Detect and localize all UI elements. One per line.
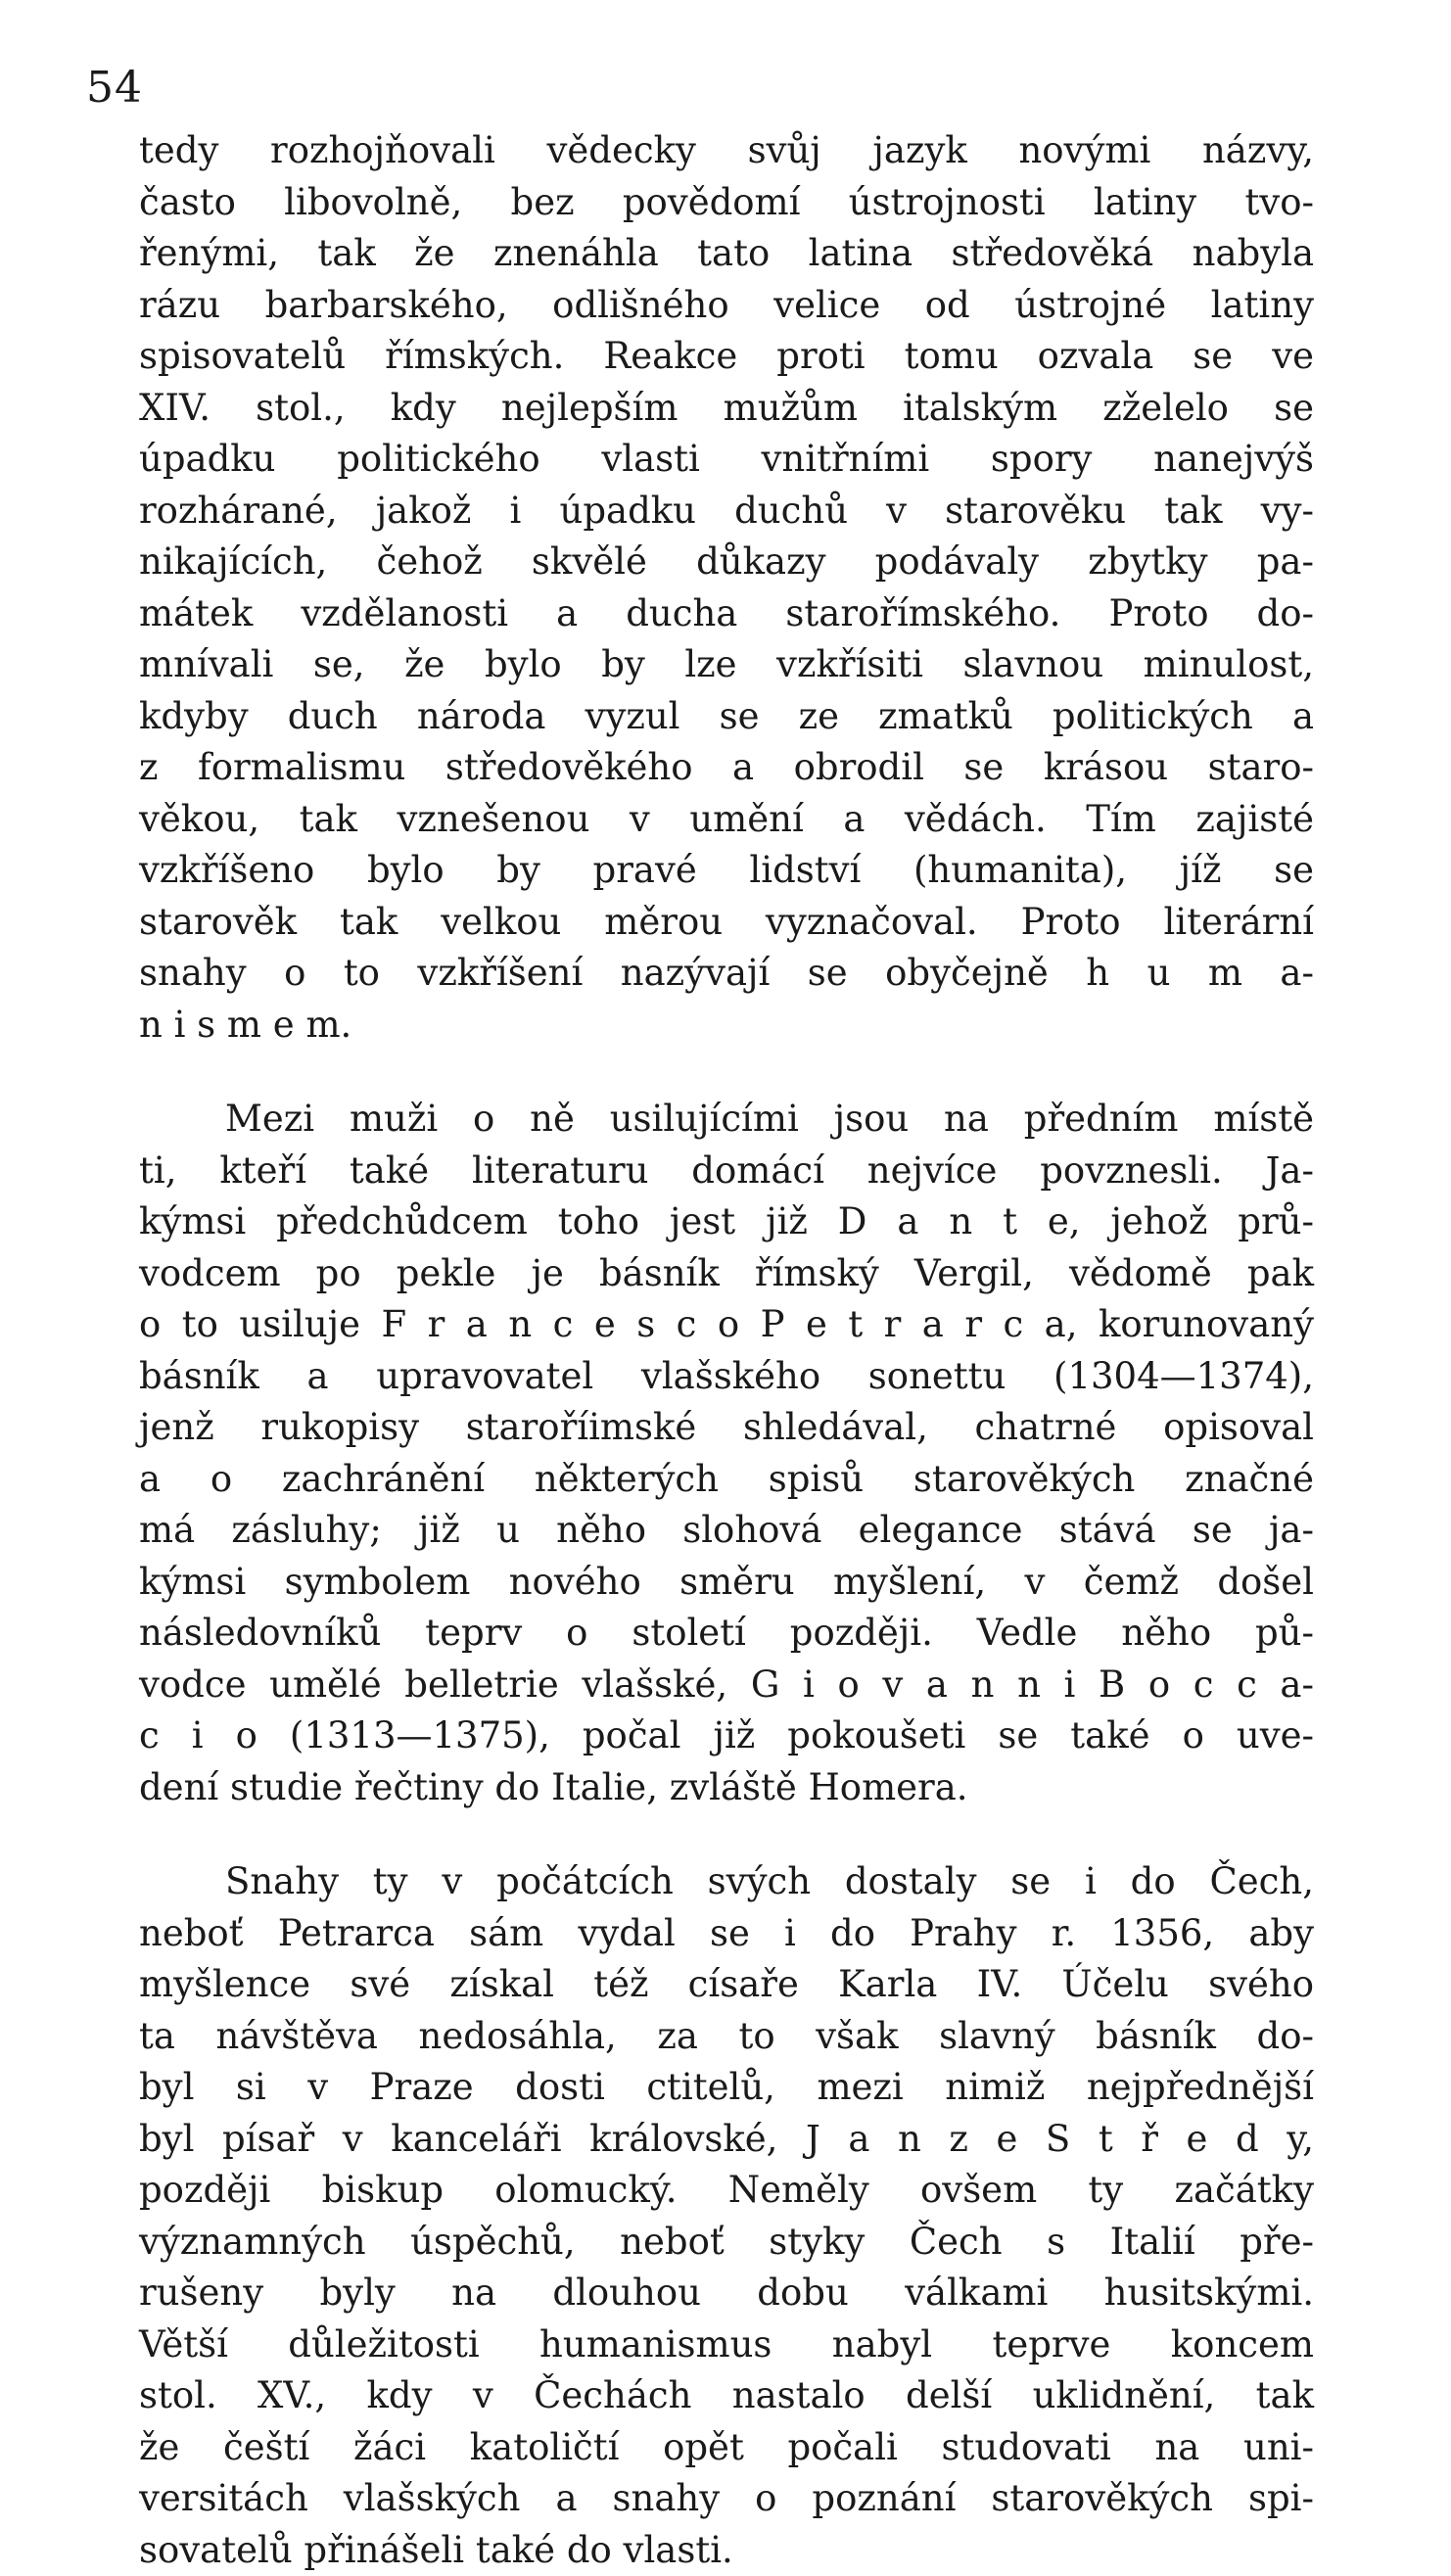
- text-line: že čeští žáci katoličtí opět počali studovati na uni-: [139, 2422, 1314, 2474]
- text-line: jenž rukopisy staroříimské shledával, chatrné opisoval: [139, 1402, 1314, 1454]
- text-line: kdyby duch národa vyzul se ze zmatků politických a: [139, 691, 1314, 743]
- text-line: n i s m e m.: [139, 1000, 1314, 1052]
- text-line: Mezi muži o ně usilujícími jsou na předním místě: [139, 1094, 1314, 1146]
- text-line: Snahy ty v počátcích svých dostaly se i do Čech,: [139, 1856, 1314, 1908]
- text-line: následovníků teprv o století později. Vedle něho pů-: [139, 1608, 1314, 1660]
- text-line: myšlence své získal též císaře Karla IV. Účelu svého: [139, 1959, 1314, 2011]
- text-line: nikajících, čehož skvělé důkazy podávaly zbytky pa-: [139, 537, 1314, 588]
- text-line: vzkříšeno bylo by pravé lidství (humanita), jíž se: [139, 845, 1314, 897]
- text-line: sovatelů přinášeli také do vlasti.: [139, 2525, 1314, 2576]
- text-line: XIV. stol., kdy nejlepším mužům italským zželelo se: [139, 383, 1314, 435]
- text-line: c i o (1313—1375), počal již pokoušeti se také o uve-: [139, 1710, 1314, 1762]
- text-line: často libovolně, bez povědomí ústrojnosti latiny tvo-: [139, 177, 1314, 229]
- text-line: starověk tak velkou měrou vyznačoval. Proto literární: [139, 897, 1314, 949]
- text-line: mátek vzdělanosti a ducha starořímského. Proto do-: [139, 588, 1314, 640]
- paragraph: [139, 1094, 1314, 1813]
- text-line: kýmsi symbolem nového směru myšlení, v čemž došel: [139, 1557, 1314, 1609]
- text-line: básník a upravovatel vlašského sonettu (1304—1374),: [139, 1351, 1314, 1403]
- text-line: ti, kteří také literaturu domácí nejvíce povznesli. Ja-: [139, 1146, 1314, 1197]
- text-line: z formalismu středověkého a obrodil se krásou staro-: [139, 742, 1314, 794]
- text-line: dení studie řečtiny do Italie, zvláště Homera.: [139, 1762, 1314, 1814]
- text-line: neboť Petrarca sám vydal se i do Prahy r. 1356, aby: [139, 1908, 1314, 1960]
- text-line: versitách vlašských a snahy o poznání starověkých spi-: [139, 2473, 1314, 2525]
- text-line: vodce umělé belletrie vlašské, G i o v a n n i B o c c a-: [139, 1660, 1314, 1711]
- text-line: rozhárané, jakož i úpadku duchů v starověku tak vy-: [139, 486, 1314, 538]
- paragraph: [139, 125, 1314, 1051]
- text-line: byl si v Praze dosti ctitelů, mezi nimiž nejpřednější: [139, 2062, 1314, 2114]
- text-line: stol. XV., kdy v Čechách nastalo delší uklidnění, tak: [139, 2370, 1314, 2422]
- text-line: o to usiluje F r a n c e s c o P e t r a r c a, korunovaný: [139, 1299, 1314, 1351]
- text-line: rázu barbarského, odlišného velice od ústrojné latiny: [139, 280, 1314, 332]
- text-line: byl písař v kanceláři královské, J a n z e S t ř e d y,: [139, 2114, 1314, 2166]
- text-line: snahy o to vzkříšení nazývají se obyčejně h u m a-: [139, 948, 1314, 1000]
- text-line: tedy rozhojňovali vědecky svůj jazyk novými názvy,: [139, 125, 1314, 177]
- text-line: mnívali se, že bylo by lze vzkřísiti slavnou minulost,: [139, 639, 1314, 691]
- text-line: úpadku politického vlasti vnitřními spory nanejvýš: [139, 434, 1314, 486]
- page-number: 54: [86, 59, 143, 117]
- text-line: ta návštěva nedosáhla, za to však slavný básník do-: [139, 2011, 1314, 2063]
- text-line: později biskup olomucký. Neměly ovšem ty začátky: [139, 2165, 1314, 2217]
- text-line: Větší důležitosti humanismus nabyl teprve koncem: [139, 2319, 1314, 2371]
- body-text: [139, 125, 1314, 2576]
- text-line: kýmsi předchůdcem toho jest již D a n t e, jehož prů-: [139, 1196, 1314, 1248]
- text-line: věkou, tak vznešenou v umění a vědách. Tím zajisté: [139, 794, 1314, 846]
- text-line: spisovatelů římských. Reakce proti tomu ozvala se ve: [139, 331, 1314, 383]
- text-line: má zásluhy; již u něho slohová elegance stává se ja-: [139, 1505, 1314, 1557]
- text-line: vodcem po pekle je básník římský Vergil, vědomě pak: [139, 1248, 1314, 1300]
- text-line: a o zachránění některých spisů starověkých značné: [139, 1454, 1314, 1506]
- text-line: rušeny byly na dlouhou dobu válkami husitskými.: [139, 2268, 1314, 2319]
- text-line: významných úspěchů, neboť styky Čech s Italií pře-: [139, 2217, 1314, 2269]
- paragraph: [139, 1856, 1314, 2576]
- text-line: řenými, tak že znenáhla tato latina středověká nabyla: [139, 228, 1314, 280]
